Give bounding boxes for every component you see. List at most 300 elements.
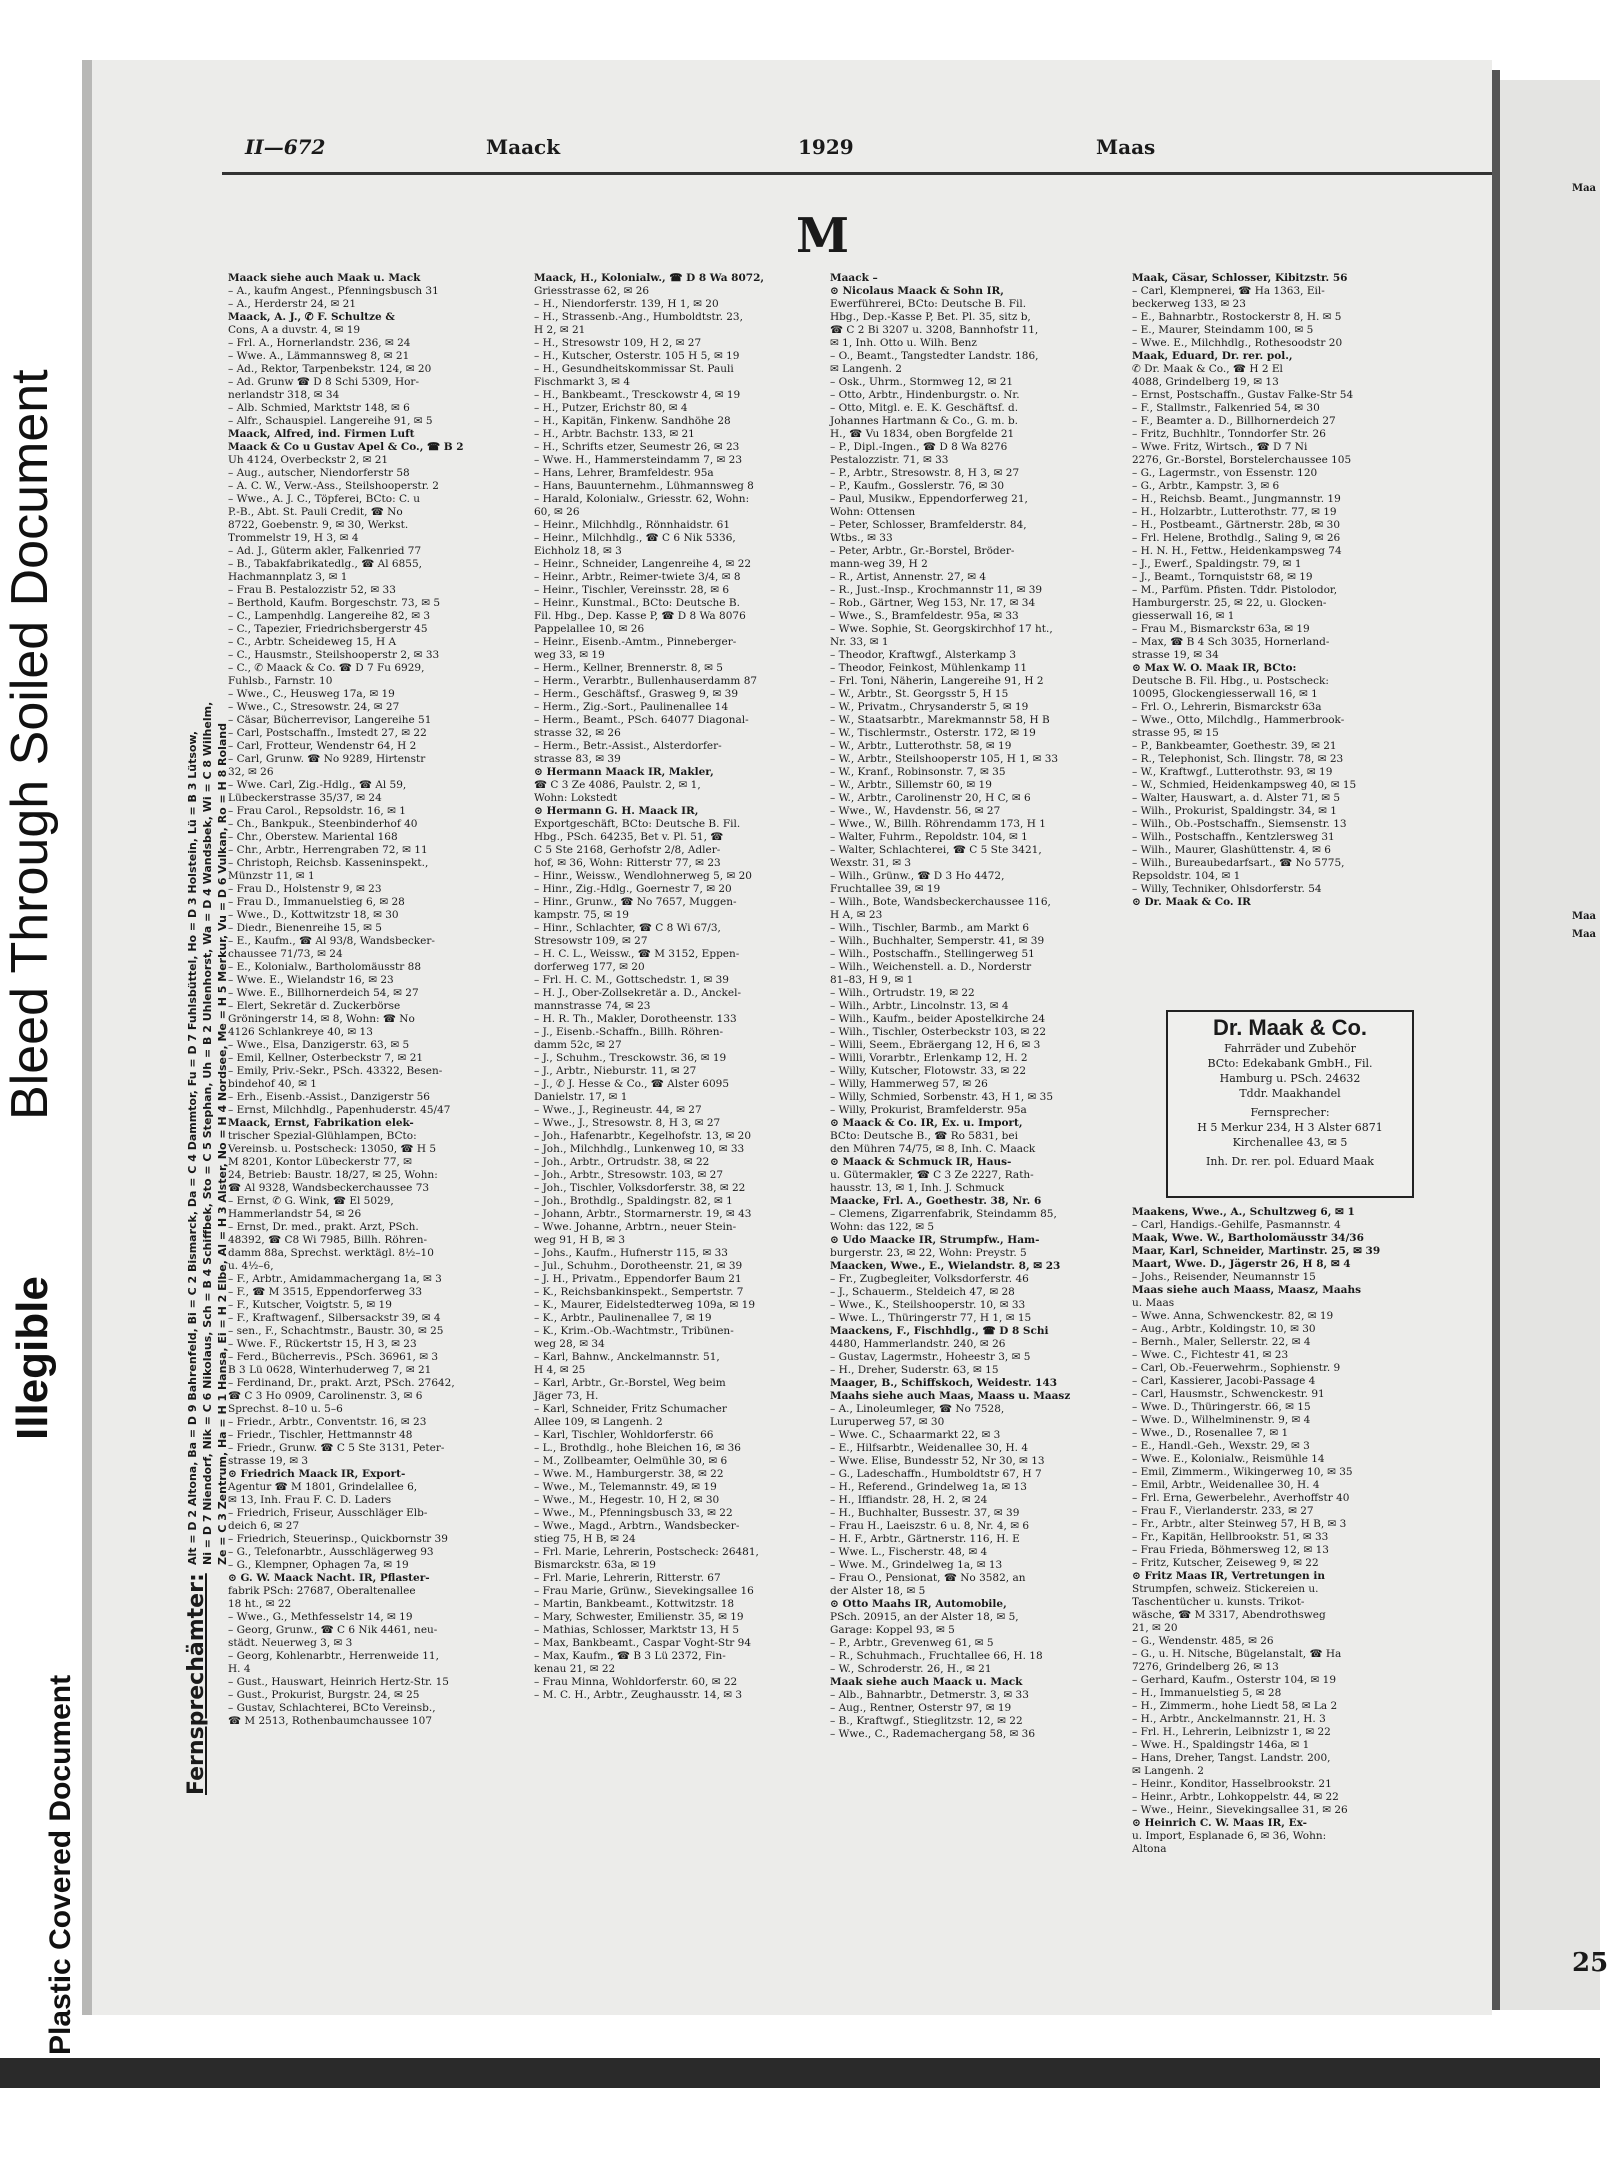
directory-entry: Fruchtallee 39, ✉ 19: [830, 883, 941, 895]
directory-entry: – Herm., Zig.-Sort., Paulinenallee 14: [534, 701, 729, 713]
fernsprech-line-1: Alt = D 2 Altona, Ba = D 9 Bahrenfeld, Bi = C 2 Bismarck, Da = C 4 Dammtor, Fu = D 7 Fuhlsbüttel, Ho = D 3 Holstein, Lü = B 3 Lütsow,: [186, 730, 199, 1565]
directory-entry: – H., Arbtr. Bachstr. 133, ✉ 21: [534, 428, 695, 440]
directory-entry: – Frau F., Vierlanderstr. 233, ✉ 27: [1132, 1505, 1314, 1517]
directory-entry: – Frl. O., Lehrerin, Bismarckstr 63a: [1132, 701, 1322, 713]
directory-entry: P.-B., Abt. St. Pauli Credit, ☎ No: [228, 506, 403, 518]
directory-entry: Maak, Wwe. W., Bartholomäusstr 34/36: [1132, 1232, 1364, 1244]
directory-entry: – H., Arbtr., Anckelmannstr. 21, H. 3: [1132, 1713, 1326, 1725]
directory-entry: – Wwe. Fritz, Wirtsch., ☎ D 7 Ni: [1132, 441, 1308, 453]
fernsprech-line-3: Ze = C 3 Zentrum, Ha = H 1 Hansa, Ei = H 2 Elbe, Al = H 3 Alster, No = H 4 Nordsee, Me = H 5 Merkur, Vu = D 6 Vulkan, Ro = H 8 Roland: [216, 723, 229, 1565]
directory-entry: – Herm., Kellner, Brennerstr. 8, ✉ 5: [534, 662, 723, 674]
directory-entry: – Alfr., Schauspiel. Langereihe 91, ✉ 5: [228, 415, 433, 427]
directory-entry: strasse 83, ✉ 39: [534, 753, 621, 765]
directory-entry: den Mühren 74/75, ✉ 8, Inh. C. Maack: [830, 1143, 1036, 1155]
directory-entry: – P., Arbtr., Grevenweg 61, ✉ 5: [830, 1637, 994, 1649]
directory-entry: – Frl. A., Hornerlandstr. 236, ✉ 24: [228, 337, 411, 349]
directory-entry: – Berthold, Kaufm. Borgeschstr. 73, ✉ 5: [228, 597, 441, 609]
directory-entry: – Friedr., Grunw. ☎ C 5 Ste 3131, Peter-: [228, 1442, 445, 1454]
directory-entry: – Friedrich, Steuerinsp., Quickbornstr 39: [228, 1533, 448, 1545]
directory-entry: – R., Telephonist, Sch. Ilingstr. 78, ✉ 23: [1132, 753, 1344, 765]
stamp-illegible: Illegible: [8, 1276, 57, 1440]
directory-entry: Maart, Wwe. D., Jägerstr 26, H 8, ✉ 4: [1132, 1258, 1351, 1270]
directory-entry: C 5 Ste 2168, Gerhofstr 2/8, Adler-: [534, 844, 721, 856]
directory-entry: – Frau H., Laeiszstr. 6 u. 8, Nr. 4, ✉ 6: [830, 1520, 1030, 1532]
directory-entry: Maak siehe auch Maack u. Mack: [830, 1676, 1023, 1688]
directory-entry: – Heinr., Eisenb.-Amtm., Pinneberger-: [534, 636, 737, 648]
directory-entry: – Alb. Schmied, Marktstr 148, ✉ 6: [228, 402, 410, 414]
directory-entry: – Herm., Betr.-Assist., Alsterdorfer-: [534, 740, 722, 752]
directory-entry: hausstr. 13, ✉ 1, Inh. J. Schmuck: [830, 1182, 1005, 1194]
directory-entry: Hamburgerstr. 25, ✉ 22, u. Glocken-: [1132, 597, 1327, 609]
directory-entry: – Wilh., Postschaffn., Stellingerweg 51: [830, 948, 1035, 960]
directory-entry: – Heinr., Tischler, Vereinsstr. 28, ✉ 6: [534, 584, 730, 596]
directory-entry: – E., Maurer, Steindamm 100, ✉ 5: [1132, 324, 1314, 336]
directory-entry: – Frau M., Bismarckstr 63a, ✉ 19: [1132, 623, 1310, 635]
directory-entry: Pestalozzistr. 71, ✉ 33: [830, 454, 949, 466]
directory-entry: – Wwe. C., Schaarmarkt 22, ✉ 3: [830, 1429, 1001, 1441]
directory-entry: – H., Holzarbtr., Lutterothstr. 77, ✉ 19: [1132, 506, 1337, 518]
directory-entry: – Peter, Arbtr., Gr.-Borstel, Bröder-: [830, 545, 1015, 557]
directory-entry: – H. F., Arbtr., Gärtnerstr. 116, H. E: [830, 1533, 1020, 1545]
directory-entry: ⊙ Maack & Schmuck IR, Haus-: [830, 1156, 1012, 1168]
directory-entry: – H. R. Th., Makler, Dorotheenstr. 133: [534, 1013, 737, 1025]
directory-entry: – Wwe., A. J. C., Töpferei, BCto: C. u: [228, 493, 421, 505]
directory-entry: – Karl, Schneider, Fritz Schumacher: [534, 1403, 727, 1415]
directory-entry: – Heinr., Arbtr., Lohkoppelstr. 44, ✉ 22: [1132, 1791, 1339, 1803]
directory-entry: ⊙ Nicolaus Maack & Sohn IR,: [830, 285, 1004, 297]
directory-entry: – Mary, Schwester, Emilienstr. 35, ✉ 19: [534, 1611, 744, 1623]
directory-entry: Repsoldstr. 104, ✉ 1: [1132, 870, 1241, 882]
directory-entry: weg 28, ✉ 34: [534, 1338, 605, 1350]
directory-entry: – Willi, Vorarbtr., Erlenkamp 12, H. 2: [830, 1052, 1028, 1064]
directory-entry: Maack, Alfred, ind. Firmen Luft: [228, 428, 415, 440]
directory-entry: Wohn: Lokstedt: [534, 792, 618, 804]
directory-entry: Wohn: das 122, ✉ 5: [830, 1221, 935, 1233]
directory-entry: Münzstr 11, ✉ 1: [228, 870, 315, 882]
directory-entry: Maacken, Wwe., E., Wielandstr. 8, ✉ 23: [830, 1260, 1061, 1272]
directory-entry: – H., Schrifts etzer, Seumestr 26, ✉ 23: [534, 441, 740, 453]
directory-entry: – J., Eisenb.-Schaffn., Billh. Röhren-: [534, 1026, 724, 1038]
directory-entry: – Joh., Tischler, Volksdorferstr. 38, ✉ 22: [534, 1182, 746, 1194]
directory-entry: – H., Immanuelstieg 5, ✉ 28: [1132, 1687, 1282, 1699]
directory-entry: – M., Zollbeamter, Oelmühle 30, ✉ 6: [534, 1455, 728, 1467]
directory-entry: – Wilh., Prokurist, Spaldingstr. 34, ✉ 1: [1132, 805, 1337, 817]
directory-entry: – Hinr., Zig.-Hdlg., Goernestr 7, ✉ 20: [534, 883, 732, 895]
directory-entry: ✆ Dr. Maak & Co., ☎ H 2 El: [1132, 363, 1283, 375]
directory-entry: – Aug., Rentner, Osterstr 97, ✉ 19: [830, 1702, 1012, 1714]
directory-entry: – H. J., Ober-Zollsekretär a. D., Anckel-: [534, 987, 742, 999]
directory-entry: deich 6, ✉ 27: [228, 1520, 300, 1532]
directory-entry: – Wilh., Arbtr., Lincolnstr. 13, ✉ 4: [830, 1000, 1009, 1012]
directory-entry: – Heinr., Kunstmal., BCto: Deutsche B.: [534, 597, 740, 609]
directory-entry: – W., Tischlermstr., Osterstr. 172, ✉ 19: [830, 727, 1036, 739]
directory-entry: – J., Schauerm., Steldeich 47, ✉ 28: [830, 1286, 1015, 1298]
directory-entry: – Wilh., Maurer, Glashüttenstr. 4, ✉ 6: [1132, 844, 1331, 856]
directory-entry: – A., Herderstr 24, ✉ 21: [228, 298, 357, 310]
ad-line: Fernsprecher:: [1250, 1106, 1330, 1119]
directory-entry: Maahs siehe auch Maas, Maass u. Maasz: [830, 1390, 1071, 1402]
directory-entry: – Frau D., Immanuelstieg 6, ✉ 28: [228, 896, 405, 908]
directory-entry: Hachmannplatz 3, ✉ 1: [228, 571, 348, 583]
directory-entry: – Wwe., C., Rademachergang 58, ✉ 36: [830, 1728, 1036, 1740]
directory-entry: – H. N. H., Fettw., Heidenkampsweg 74: [1132, 545, 1342, 557]
adjacent-line: Maa: [1572, 183, 1597, 194]
directory-entry: – E., Handl.-Geh., Wexstr. 29, ✉ 3: [1132, 1440, 1310, 1452]
directory-entry: Garage: Koppel 93, ✉ 5: [830, 1624, 955, 1636]
directory-entry: ✉ 13, Inh. Frau F. C. D. Laders: [228, 1494, 392, 1506]
directory-entry: – Carl, Kassierer, Jacobi-Passage 4: [1132, 1375, 1316, 1387]
directory-entry: – Frau Marie, Grünw., Sievekingsallee 16: [534, 1585, 754, 1597]
directory-entry: – Friedr., Tischler, Hettmannstr 48: [228, 1429, 413, 1441]
directory-entry: – Wwe. A., Lämmannsweg 8, ✉ 21: [228, 350, 410, 362]
directory-entry: Gröningerstr 14, ✉ 8, Wohn: ☎ No: [228, 1013, 415, 1025]
directory-entry: – Wwe., M., Hegestr. 10, H 2, ✉ 30: [534, 1494, 720, 1506]
directory-entry: – Frau Minna, Wohldorferstr. 60, ✉ 22: [534, 1676, 738, 1688]
directory-entry: ⊙ G. W. Maack Nacht. IR, Pflaster-: [228, 1572, 430, 1584]
directory-entry: dorferweg 177, ✉ 20: [534, 961, 645, 973]
directory-entry: – Wwe. E., Kolonialw., Reismühle 14: [1132, 1453, 1325, 1465]
directory-entry: bindehof 40, ✉ 1: [228, 1078, 317, 1090]
directory-entry: – Gerhard, Kaufm., Osterstr 104, ✉ 19: [1132, 1674, 1336, 1686]
directory-entry: – Carl, Klempnerei, ☎ Ha 1363, Eil-: [1132, 285, 1325, 297]
ad-line: Tddr. Maakhandel: [1239, 1087, 1341, 1100]
directory-entry: – Wilh., Tischler, Osterbeckstr 103, ✉ 22: [830, 1026, 1046, 1038]
directory-entry: – H., Referend., Grindelweg 1a, ✉ 13: [830, 1481, 1027, 1493]
directory-entry: – G., Ladeschaffn., Humboldtstr 67, H 7: [830, 1468, 1042, 1480]
adjacent-page-text: [1572, 180, 1608, 1978]
directory-entry: – W., Schmied, Heidenkampsweg 40, ✉ 15: [1132, 779, 1357, 791]
directory-entry: Luruperweg 57, ✉ 30: [830, 1416, 945, 1428]
directory-entry: Fischmarkt 3, ✉ 4: [534, 376, 631, 388]
directory-entry: – A., kaufm Angest., Pfenningsbusch 31: [228, 285, 439, 297]
page-number: II—672: [245, 135, 326, 159]
directory-entry: – Joh., Brothdlg., Spaldingstr. 82, ✉ 1: [534, 1195, 733, 1207]
directory-entry: BCto: Deutsche B., ☎ Ro 5831, bei: [830, 1130, 1018, 1142]
ad-title: Dr. Maak & Co.: [1212, 1015, 1368, 1040]
directory-entry: – Wwe. D., Thüringerstr. 66, ✉ 15: [1132, 1401, 1311, 1413]
directory-entry: – Heinr., Konditor, Hasselbrookstr. 21: [1132, 1778, 1332, 1790]
directory-entry: – G., Lagermstr., von Essenstr. 120: [1132, 467, 1318, 479]
directory-entry: – H., Putzer, Erichstr 80, ✉ 4: [534, 402, 688, 414]
directory-entry: Wohn: Ottensen: [830, 506, 916, 518]
directory-entry: – Harald, Kolonialw., Griesstr. 62, Wohn:: [534, 493, 750, 505]
directory-entry: ☎ M 2513, Rothenbaumchaussee 107: [228, 1715, 433, 1727]
directory-entry: – Ad. Grunw ☎ D 8 Schi 5309, Hor-: [228, 376, 419, 388]
directory-entry: Uh 4124, Overbeckstr 2, ✉ 21: [228, 454, 389, 466]
directory-entry: – E., Bahnarbtr., Rostockerstr 8, H. ✉ 5: [1132, 311, 1342, 323]
directory-entry: – Frl. H. C. M., Gottschedstr. 1, ✉ 39: [534, 974, 729, 986]
directory-entry: – Frl. Marie, Lehrerin, Ritterstr. 67: [534, 1572, 721, 1584]
directory-entry: – Wilh., Kaufm., beider Apostelkirche 24: [830, 1013, 1046, 1025]
directory-entry: – Willi, Seem., Ebräergang 12, H 6, ✉ 3: [830, 1039, 1041, 1051]
directory-entry: Fuhlsb., Farnstr. 10: [228, 675, 333, 687]
directory-entry: – Heinr., Schneider, Langenreihe 4, ✉ 22: [534, 558, 752, 570]
directory-column-3: [830, 272, 1124, 1741]
directory-entry: – Johs., Reisender, Neumannstr 15: [1132, 1271, 1316, 1283]
directory-entry: H. 4: [228, 1663, 251, 1675]
directory-entry: der Alster 18, ✉ 5: [830, 1585, 926, 1597]
directory-entry: ⊙ Udo Maacke IR, Strumpfw., Ham-: [830, 1234, 1040, 1246]
directory-entry: – P., Bankbeamter, Goethestr. 39, ✉ 21: [1132, 740, 1337, 752]
directory-entry: – Ferd., Bücherrevis., PSch. 36961, ✉ 3: [228, 1351, 439, 1363]
directory-entry: – Wwe. C., Fichtestr 41, ✉ 23: [1132, 1349, 1289, 1361]
directory-entry: – K., Arbtr., Paulinenallee 7, ✉ 19: [534, 1312, 712, 1324]
directory-entry: strasse 95, ✉ 15: [1132, 727, 1219, 739]
fernsprech-title: Fernsprechämter:: [184, 1573, 209, 1795]
directory-entry: – P., Kaufm., Gosslerstr. 76, ✉ 30: [830, 480, 1005, 492]
directory-entry: 21, ✉ 20: [1132, 1622, 1178, 1634]
directory-entry: – O., Beamt., Tangstedter Landstr. 186,: [830, 350, 1039, 362]
directory-entry: – Heinr., Milchhdlg., Rönnhaidstr. 61: [534, 519, 731, 531]
directory-entry: M 8201, Kontor Lübeckerstr 77, ✉: [228, 1156, 412, 1168]
directory-entry: – Heinr., Milchhdlg., ☎ C 6 Nik 5336,: [534, 532, 736, 544]
directory-entry: – Fr., Arbtr., alter Steinweg 57, H B, ✉ 3: [1132, 1518, 1347, 1530]
header-left-word: Maack: [486, 135, 561, 159]
directory-entry: – K., Reichsbankinspekt., Sempertstr. 7: [534, 1286, 744, 1298]
directory-entry: – Cäsar, Bücherrevisor, Langereihe 51: [228, 714, 432, 726]
directory-entry: – Wwe., C., Heusweg 17a, ✉ 19: [228, 688, 395, 700]
directory-entry: – Wwe., D., Kottwitzstr 18, ✉ 30: [228, 909, 399, 921]
directory-entry: – Ad. J., Güterm akler, Falkenried 77: [228, 545, 422, 557]
directory-entry: – Ernst, Postschaffn., Gustav Falke-Str 54: [1132, 389, 1354, 401]
directory-entry: Maar, Karl, Schneider, Martinstr. 25, ✉ 39: [1132, 1245, 1381, 1257]
directory-entry: – Karl, Arbtr., Gr.-Borstel, Weg beim: [534, 1377, 726, 1389]
directory-entry: – Frl. Toni, Näherin, Langereihe 91, H 2: [830, 675, 1044, 687]
directory-entry: – Elert, Sekretär d. Zuckerbörse: [228, 1000, 401, 1012]
directory-entry: Fil. Hbg., Dep. Kasse P, ☎ D 8 Wa 8076: [534, 610, 746, 622]
directory-entry: H., ☎ Vu 1834, oben Borgfelde 21: [830, 428, 1015, 440]
directory-entry: – Frau D., Holstenstr 9, ✉ 23: [228, 883, 382, 895]
directory-entry: ☎ Al 9328, Wandsbeckerchaussee 73: [228, 1182, 430, 1194]
directory-entry: – Wwe., J., Stresowstr. 8, H 3, ✉ 27: [534, 1117, 721, 1129]
directory-entry: – Christoph, Reichsb. Kasseninspekt.,: [228, 857, 429, 869]
directory-entry: – Wwe., D., Rosenallee 7, ✉ 1: [1132, 1427, 1289, 1439]
directory-entry: Maack –: [830, 272, 878, 284]
directory-entry: – Wwe. E., Billhornerdeich 54, ✉ 27: [228, 987, 419, 999]
directory-entry: – Walter, Hauswart, a. d. Alster 71, ✉ 5: [1132, 792, 1341, 804]
directory-entry: – Wwe. L., Thüringerstr 77, H 1, ✉ 15: [830, 1312, 1032, 1324]
directory-entry: – Wilh., Ob.-Postschaffn., Siemsenstr. 13: [1132, 818, 1347, 830]
directory-entry: – Osk., Uhrm., Stormweg 12, ✉ 21: [830, 376, 1014, 388]
directory-entry: – G., Arbtr., Kampstr. 3, ✉ 6: [1132, 480, 1280, 492]
directory-entry: – Max, ☎ B 4 Sch 3035, Hornerland-: [1132, 636, 1330, 648]
directory-entry: – R., Just.-Insp., Krochmannstr 11, ✉ 39: [830, 584, 1043, 596]
directory-entry: Wtbs., ✉ 33: [830, 532, 893, 544]
page-gutter: [1492, 70, 1500, 2010]
directory-entry: strasse 19, ✉ 34: [1132, 649, 1219, 661]
directory-entry: – Herm., Verarbtr., Bullenhauserdamm 87: [534, 675, 758, 687]
directory-entry: – Georg, Grunw., ☎ C 6 Nik 4461, neu-: [228, 1624, 438, 1636]
directory-entry: – Gust., Hauswart, Heinrich Hertz-Str. 15: [228, 1676, 449, 1688]
header-right-word: Maas: [1096, 135, 1156, 159]
directory-entry: Vereinsb. u. Postscheck: 13050, ☎ H 5: [228, 1143, 437, 1155]
directory-entry: – Wilh., Bureaubedarfsart., ☎ No 5775,: [1132, 857, 1345, 869]
directory-entry: – Theodor, Kraftwgf., Alsterkamp 3: [830, 649, 1017, 661]
directory-entry: – H., Buchhalter, Bussestr. 37, ✉ 39: [830, 1507, 1020, 1519]
directory-entry: ☎ C 2 Bi 3207 u. 3208, Bannhofstr 11,: [830, 324, 1039, 336]
directory-entry: – Wwe., M., Pfenningsbusch 33, ✉ 22: [534, 1507, 733, 1519]
directory-entry: – Carl, Hausmstr., Schwenckestr. 91: [1132, 1388, 1325, 1400]
directory-column-4-continued: [1132, 1206, 1422, 1856]
directory-entry: – Wwe., W., Billh. Röhrendamm 173, H 1: [830, 818, 1046, 830]
directory-entry: – Wwe. E., Wielandstr 16, ✉ 23: [228, 974, 394, 986]
directory-entry: – W., Arbtr., Carolinenstr 20, H C, ✉ 6: [830, 792, 1031, 804]
directory-entry: – Wwe., C., Stresowstr. 24, ✉ 27: [228, 701, 400, 713]
directory-entry: – Wilh., Buchhalter, Semperstr. 41, ✉ 39: [830, 935, 1045, 947]
ad-line: BCto: Edekabank GmbH., Fil.: [1207, 1057, 1373, 1070]
directory-entry: Altona: [1132, 1843, 1167, 1855]
directory-entry: – B., Tabakfabrikatedlg., ☎ Al 6855,: [228, 558, 422, 570]
directory-entry: – Frl. Marie, Lehrerin, Postscheck: 26481,: [534, 1546, 759, 1558]
directory-entry: ☎ C 3 Ze 4086, Paulstr. 2, ✉ 1,: [534, 779, 701, 791]
directory-entry: – Wwe. H., Hammersteindamm 7, ✉ 23: [534, 454, 743, 466]
directory-entry: – C., Hausmstr., Steilshooperstr 2, ✉ 33: [228, 649, 440, 661]
directory-entry: Jäger 73, H.: [534, 1390, 599, 1402]
directory-entry: wäsche, ☎ M 3317, Abendrothsweg: [1132, 1609, 1326, 1621]
directory-entry: Strumpfen, schweiz. Stickereien u.: [1132, 1583, 1319, 1595]
directory-entry: – Karl, Tischler, Wohldorferstr. 66: [534, 1429, 714, 1441]
directory-entry: – C., Tapezier, Friedrichsbergerstr 45: [228, 623, 428, 635]
directory-entry: kampstr. 75, ✉ 19: [534, 909, 629, 921]
directory-entry: – Herm., Geschäftsf., Grasweg 9, ✉ 39: [534, 688, 739, 700]
directory-entry: Lübeckerstrasse 35/37, ✉ 24: [228, 792, 382, 804]
directory-entry: – Ernst, Milchhdlg., Papenhuderstr. 45/47: [228, 1104, 451, 1116]
directory-entry: – Emil, Zimmerm., Wikingerweg 10, ✉ 35: [1132, 1466, 1353, 1478]
directory-entry: ⊙ Heinrich C. W. Maas IR, Ex-: [1132, 1817, 1308, 1829]
directory-entry: – Wwe., Heinr., Sievekingsallee 31, ✉ 26: [1132, 1804, 1348, 1816]
directory-entry: – sen., F., Schachtmstr., Baustr. 30, ✉ 25: [228, 1325, 444, 1337]
directory-entry: kenau 21, ✉ 22: [534, 1663, 616, 1675]
directory-entry: – E., Kolonialw., Bartholomäusstr 88: [228, 961, 421, 973]
directory-entry: – Wwe. Anna, Schwenckestr. 82, ✉ 19: [1132, 1310, 1334, 1322]
directory-entry: – P., Dipl.-Ingen., ☎ D 8 Wa 8276: [830, 441, 1008, 453]
directory-entry: – F., Kraftwagenf., Silbersackstr 39, ✉ 4: [228, 1312, 441, 1324]
directory-entry: – W., Arbtr., Lutterothstr. 58, ✉ 19: [830, 740, 1012, 752]
stamp-bleed-through: Bleed Through Soiled Document: [1, 369, 59, 1120]
directory-entry: – H., Niendorferstr. 139, H 1, ✉ 20: [534, 298, 719, 310]
directory-entry: – F., Kutscher, Voigtstr. 5, ✉ 19: [228, 1299, 392, 1311]
directory-entry: – Wilh., Postschaffn., Kentzlersweg 31: [1132, 831, 1335, 843]
directory-entry: H A, ✉ 23: [830, 909, 883, 921]
directory-entry: nerlandstr 318, ✉ 34: [228, 389, 340, 401]
directory-entry: Hbg., PSch. 64235, Bet v. Pl. 51, ☎: [534, 831, 724, 843]
directory-entry: – Hinr., Weissw., Wendlohnerweg 5, ✉ 20: [534, 870, 752, 882]
directory-entry: H 4, ✉ 25: [534, 1364, 586, 1376]
directory-entry: – Frau B. Pestalozzistr 52, ✉ 33: [228, 584, 396, 596]
directory-entry: damm 88a, Sprechst. werktägl. 8½–10: [228, 1247, 434, 1259]
directory-entry: 7276, Grindelberg 26, ✉ 13: [1132, 1661, 1279, 1673]
directory-entry: Sprechst. 8–10 u. 5–6: [228, 1403, 343, 1415]
directory-entry: – Chr., Oberstew. Mariental 168: [228, 831, 398, 843]
directory-entry: Maack & Co u Gustav Apel & Co., ☎ B 2: [228, 441, 464, 453]
directory-entry: Taschentücher u. kunsts. Trikot-: [1132, 1596, 1305, 1608]
directory-entry: – G., Wendenstr. 485, ✉ 26: [1132, 1635, 1274, 1647]
directory-entry: Maack, Ernst, Fabrikation elek-: [228, 1117, 414, 1129]
directory-entry: Johannes Hartmann & Co., G. m. b.: [830, 415, 1019, 427]
directory-entry: – H., Zimmerm., hohe Liedt 58, ✉ La 2: [1132, 1700, 1338, 1712]
directory-entry: H 2, ✉ 21: [534, 324, 586, 336]
directory-entry: – Rob., Gärtner, Weg 153, Nr. 17, ✉ 34: [830, 597, 1036, 609]
directory-entry: – Chr., Arbtr., Herrengraben 72, ✉ 11: [228, 844, 428, 856]
directory-entry: – Joh., Hafenarbtr., Kegelhofstr. 13, ✉ 20: [534, 1130, 751, 1142]
directory-entry: ⊙ Friedrich Maack IR, Export-: [228, 1468, 406, 1480]
directory-entry: – L., Brothdlg., hohe Bleichen 16, ✉ 36: [534, 1442, 741, 1454]
directory-entry: – Max, Bankbeamt., Caspar Voght-Str 94: [534, 1637, 752, 1649]
directory-entry: – Carl, Handigs.-Gehilfe, Pasmannstr. 4: [1132, 1219, 1341, 1231]
directory-entry: – G., u. H. Nitsche, Bügelanstalt, ☎ Ha: [1132, 1648, 1342, 1660]
directory-entry: – Wilh., Ortrudstr. 19, ✉ 22: [830, 987, 975, 999]
directory-entry: – Mathias, Schlosser, Marktstr 13, H 5: [534, 1624, 740, 1636]
directory-entry: u. Maas: [1132, 1297, 1175, 1309]
adjacent-line: Maa: [1572, 929, 1597, 940]
directory-entry: 4126 Schlankreye 40, ✉ 13: [228, 1026, 373, 1038]
page-header: [160, 135, 1340, 167]
directory-entry: – Emily, Priv.-Sekr., PSch. 43322, Besen-: [228, 1065, 443, 1077]
directory-entry: – Carl, Postschaffn., Imstedt 27, ✉ 22: [228, 727, 427, 739]
directory-column-4: [1132, 272, 1422, 909]
directory-entry: – Wwe. Carl, Zig.-Hdlg., ☎ Al 59,: [228, 779, 407, 791]
directory-entry: Eichholz 18, ✉ 3: [534, 545, 622, 557]
directory-entry: Maack siehe auch Maak u. Mack: [228, 272, 421, 284]
directory-column-2: [534, 272, 820, 1702]
directory-entry: – Hans, Bauunternehm., Lühmannsweg 8: [534, 480, 754, 492]
directory-entry: – H., Strassenb.-Ang., Humboldtstr. 23,: [534, 311, 743, 323]
directory-entry: – M. C. H., Arbtr., Zeughausstr. 14, ✉ 3: [534, 1689, 743, 1701]
directory-entry: – H., Iffiandstr. 28, H. 2, ✉ 24: [830, 1494, 988, 1506]
directory-entry: Stresowstr 109, ✉ 27: [534, 935, 648, 947]
directory-entry: – Fr., Kapitän, Hellbrookstr. 51, ✉ 33: [1132, 1531, 1329, 1543]
directory-entry: – Max, Kaufm., ☎ B 3 Lü 2372, Fin-: [534, 1650, 726, 1662]
directory-entry: – Friedrich, Friseur, Ausschläger Elb-: [228, 1507, 428, 1519]
directory-entry: – Wwe., Elsa, Danzigerstr. 63, ✉ 5: [228, 1039, 410, 1051]
directory-entry: – Wwe. H., Spaldingstr 146a, ✉ 1: [1132, 1739, 1310, 1751]
directory-entry: – Wwe. M., Grindelweg 1a, ✉ 13: [830, 1559, 1003, 1571]
directory-entry: ✉ Langenh. 2: [830, 363, 902, 375]
directory-entry: städt. Neuerweg 3, ✉ 3: [228, 1637, 353, 1649]
directory-entry: – Wwe. Elise, Bundesstr 52, Nr 30, ✉ 13: [830, 1455, 1045, 1467]
directory-entry: – J. H., Privatm., Eppendorfer Baum 21: [534, 1273, 742, 1285]
directory-entry: – W., Arbtr., Steilshooperstr 105, H 1, ✉ 33: [830, 753, 1059, 765]
directory-entry: – Wilh., Bote, Wandsbeckerchaussee 116,: [830, 896, 1051, 908]
directory-entry: – R., Artist, Annenstr. 27, ✉ 4: [830, 571, 987, 583]
directory-entry: – Frau Carol., Repsoldstr. 16, ✉ 1: [228, 805, 406, 817]
directory-entry: – Wwe. D., Wilhelminenstr. 9, ✉ 4: [1132, 1414, 1311, 1426]
directory-entry: Hammerlandstr 54, ✉ 26: [228, 1208, 362, 1220]
directory-entry: – Carl, Grunw. ☎ No 9289, Hirtenstr: [228, 753, 426, 765]
directory-entry: – Wwe. L., Fischerstr. 48, ✉ 4: [830, 1546, 988, 1558]
directory-entry: Danielstr. 17, ✉ 1: [534, 1091, 628, 1103]
directory-entry: 4480, Hammerlandstr. 240, ✉ 26: [830, 1338, 1006, 1350]
directory-entry: – H., Gesundheitskommissar St. Pauli: [534, 363, 734, 375]
directory-entry: – H., Dreher, Suderstr. 63, ✉ 15: [830, 1364, 999, 1376]
header-year: 1929: [798, 135, 854, 159]
directory-entry: – H. C. L., Weissw., ☎ M 3152, Eppen-: [534, 948, 740, 960]
directory-entry: – M., Parfüm. Pfisten. Tddr. Pistolodor,: [1132, 584, 1338, 596]
directory-entry: – Karl, Bahnw., Anckelmannstr. 51,: [534, 1351, 720, 1363]
directory-entry: chaussee 71/73, ✉ 24: [228, 948, 343, 960]
directory-entry: Nr. 33, ✉ 1: [830, 636, 889, 648]
directory-entry: – Wwe., Otto, Milchdlg., Hammerbrook-: [1132, 714, 1345, 726]
directory-entry: 60, ✉ 26: [534, 506, 580, 518]
directory-entry: stieg 75, H B, ✉ 24: [534, 1533, 636, 1545]
directory-entry: – Willy, Techniker, Ohlsdorferstr. 54: [1132, 883, 1322, 895]
directory-entry: – Gustav, Lagermstr., Hoheestr 3, ✉ 5: [830, 1351, 1031, 1363]
directory-entry: – H., Bankbeamt., Tresckowstr 4, ✉ 19: [534, 389, 741, 401]
directory-entry: – Peter, Schlosser, Bramfelderstr. 84,: [830, 519, 1027, 531]
directory-entry: ⊙ Max W. O. Maak IR, BCto:: [1132, 662, 1297, 674]
directory-entry: strasse 19, ✉ 3: [228, 1455, 309, 1467]
directory-entry: 8722, Goebenstr. 9, ✉ 30, Werkst.: [228, 519, 409, 531]
